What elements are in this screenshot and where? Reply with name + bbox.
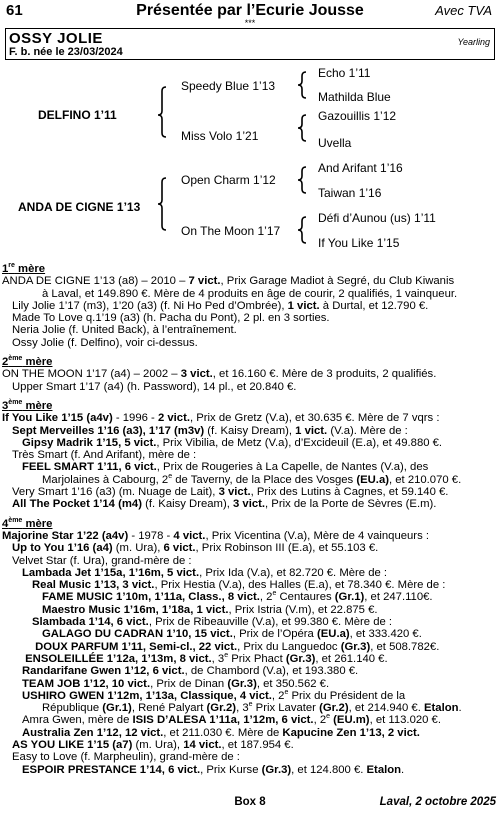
pedigree-gen3-3: Gazouillis 1’12 — [318, 109, 397, 123]
text-line: TEAM JOB 1’12, 10 vict., Prix de Dinan (Gr.3), et 350.562 €. — [22, 677, 330, 690]
text-line: Maestro Music 1’16m, 1’18a, 1 vict., Prix Istria (V.m), et 22.875 €. — [42, 603, 378, 616]
text-line: FAME MUSIC 1’10m, 1’11a, Class., 8 vict., 2e Centaures (Gr.1), et 247.110€. — [42, 590, 433, 604]
box-number: Box 8 — [234, 796, 266, 808]
text-line: Upper Smart 1’17 (a4) (h. Password), 14 pl., et 20.840 €. — [12, 380, 297, 393]
section-4eme-mere: 4ème mère — [2, 516, 53, 530]
text-line: Up to You 1’16 (a4) (m. Ura), 6 vict., Prix Robinson III (E.a), et 55.103 €. — [12, 542, 379, 555]
text-line: Made To Love q.1’19 (a3) (h. Pacha du Pont), 2 pl. en 3 sorties. — [12, 312, 330, 325]
horse-birth: F. b. née le 23/03/2024 — [9, 46, 123, 58]
text-line: Randarifane Gwen 1’12, 6 vict., de Chambord (V.a), et 193.380 €. — [22, 665, 359, 678]
stars-separator: *** — [244, 18, 256, 28]
text-line: ON THE MOON 1’17 (a4) – 2002 – 3 vict., et 16.160 €. Mère de 3 produits, 2 qualifiés. — [2, 368, 437, 381]
text-line: Amra Gwen, mère de ISIS D’ALESA 1’11a, 1’12m, 6 vict., 2e (EU.m), et 113.020 €. — [22, 713, 441, 727]
page-footer — [0, 796, 500, 812]
text-line: USHIRO GWEN 1’12m, 1’13a, Classique, 4 vict., 2e Prix du Président de la — [22, 689, 406, 702]
horse-name-box — [5, 28, 495, 60]
text-line: FEEL SMART 1’11, 6 vict., Prix de Rougeries à La Capelle, de Nantes (V.a), des — [22, 461, 429, 474]
text-line: Majorine Star 1’22 (a4v) - 1978 - 4 vict., Prix Vicentina (V.a), Mère de 4 vainqueurs : — [2, 529, 429, 542]
text-line: Velvet Star (f. Ura), grand-mère de : — [12, 554, 192, 567]
text-line: Très Smart (f. And Arifant), mère de : — [12, 449, 197, 462]
text-line: ANDA DE CIGNE 1’13 (a8) – 2010 – 7 vict., Prix Garage Madiot à Segré, du Club Kiwanis — [2, 275, 455, 288]
text-line: If You Like 1’15 (a4v) - 1996 - 2 vict., Prix de Gretz (V.a), et 30.635 €. Mère de 7 vqrs : — [2, 412, 440, 425]
text-line: Ossy Jolie (f. Delfino), voir ci-dessus. — [12, 336, 198, 349]
text-line: Lily Jolie 1’17 (m3), 1’20 (a3) (f. Ni Ho Ped d’Ombrée), 1 vict. à Durtal, et 12.790 €. — [12, 299, 429, 312]
text-line: Easy to Love (f. Marpheulin), grand-mère de : — [12, 751, 240, 764]
text-line: à Laval, et 149.890 €. Mère de 4 produits en âge de courir, 2 qualifiés, 1 vainqueur. — [42, 287, 458, 300]
text-line: DOUX PARFUM 1’11, Semi-cl., 22 vict., Prix du Languedoc (Gr.3), et 508.782€. — [35, 640, 440, 653]
section-1re-mere: 1re mère — [2, 262, 46, 275]
pedigree-gen3-2: Mathilda Blue — [318, 90, 391, 104]
pedigree-gen3-8: If You Like 1’15 — [318, 236, 400, 250]
pedigree-gen3-1: Echo 1’11 — [318, 66, 371, 80]
text-line: Gipsy Madrik 1’15, 5 vict., Prix Vibilia, de Metz (V.a), d’Excideuil (E.a), et 49.880 €. — [22, 436, 443, 449]
horse-name: OSSY JOLIE — [9, 30, 103, 47]
lot-number: 61 — [6, 2, 23, 19]
pedigree-dam-sire: Open Charm 1’12 — [181, 173, 276, 187]
text-line: Real Music 1’13, 3 vict., Prix Hestia (V.a), des Halles (E.a), et 78.340 €. Mère de : — [32, 579, 446, 592]
text-line: ESPOIR PRESTANCE 1’14, 6 vict., Prix Kurse (Gr.3), et 124.800 €. Etalon. — [22, 763, 405, 776]
text-line: ENSOLEILLÉE 1’12a, 1’13m, 8 vict., 3e Prix Phact (Gr.3), et 261.140 €. — [25, 652, 388, 665]
pedigree-sire: DELFINO 1’11 — [38, 108, 117, 122]
page-title: Présentée par l’Ecurie Jousse — [136, 2, 364, 19]
section-3eme-mere: 3ème mère — [2, 399, 53, 412]
pedigree-dam: ANDA DE CIGNE 1’13 — [18, 200, 141, 214]
pedigree-sire-dam: Miss Volo 1’21 — [181, 129, 259, 143]
text-line: AS YOU LIKE 1’15 (a7) (m. Ura), 14 vict., et 187.954 €. — [12, 738, 294, 751]
sale-date: Laval, 2 octobre 2025 — [379, 796, 496, 808]
pedigree-gen3-4: Uvella — [318, 136, 352, 150]
text-line: Neria Jolie (f. United Back), à l’entraînement. — [12, 324, 237, 337]
text-line: Marjolaines à Cabourg, 2e de Taverny, de la Place des Vosges (EU.a), et 210.070 €. — [42, 472, 462, 486]
tva-label: Avec TVA — [435, 3, 492, 18]
text-line: République (Gr.1), René Palyart (Gr.2), 3e Prix Lavater (Gr.2), et 214.940 €. Etalon. — [42, 701, 462, 715]
catalogue-body — [2, 263, 498, 776]
text-line: Australia Zen 1’12, 12 vict., et 211.030 €. Mère de Kapucine Zen 1’13, 2 vict. — [22, 726, 420, 739]
pedigree-gen3-6: Taiwan 1’16 — [318, 186, 382, 200]
text-line: Very Smart 1’16 (a3) (m. Nuage de Lait), 3 vict., Prix des Lutins à Cagnes, et 59.140 €. — [12, 486, 449, 499]
pedigree-table — [0, 60, 500, 258]
pedigree-gen3-5: And Arifant 1’16 — [318, 161, 403, 175]
text-line: All The Pocket 1’14 (m4) (f. Kaisy Dream), 3 vict., Prix de la Porte de Sèvres (E.m). — [12, 498, 437, 511]
text-line: Sept Merveilles 1’16 (a3), 1’17 (m3v) (f. Kaisy Dream), 1 vict. (V.a). Mère de : — [12, 424, 408, 437]
pedigree-dam-dam: On The Moon 1’17 — [181, 224, 281, 238]
section-2eme-mere: 2ème mère — [2, 355, 53, 369]
pedigree-gen3-7: Défi d’Aunou (us) 1’11 — [318, 211, 436, 225]
text-line: Slambada 1’14, 6 vict., Prix de Ribeauville (V.a), et 99.380 €. Mère de : — [32, 616, 393, 629]
text-line: GALAGO DU CADRAN 1’10, 15 vict., Prix de l’Opéra (EU.a), et 333.420 €. — [42, 628, 422, 641]
text-line: Lambada Jet 1’15a, 1’16m, 5 vict., Prix Ida (V.a), et 82.720 €. Mère de : — [22, 566, 388, 579]
horse-category: Yearling — [457, 37, 490, 47]
pedigree-sire-sire: Speedy Blue 1’13 — [181, 79, 276, 93]
